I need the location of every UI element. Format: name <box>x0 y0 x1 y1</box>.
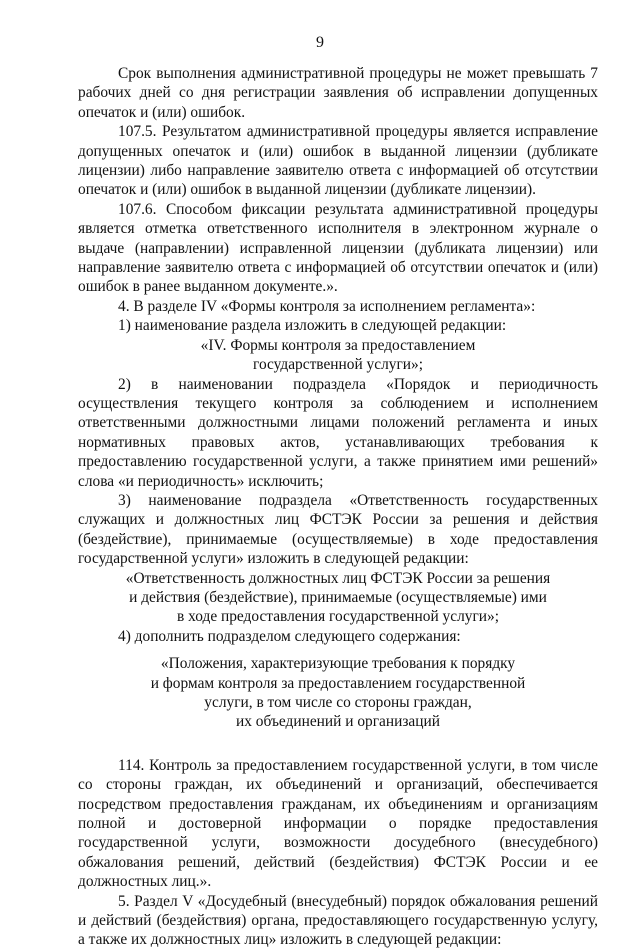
paragraph-107-5: 107.5. Результатом административной процедуры является исправление допущенных опечаток и (или) ошибок в выданной лицензии (дубликате лицензии) либо направление заявителю ответа с информацией об отсутствии опечаток и (или) ошибок в выданной лицензии (дубликате лицензии). <box>78 123 598 199</box>
paragraph-item-3: 3) наименование подраздела «Ответственность государственных служащих и должностных лиц ФСТЭК России за решения и действия (бездействие), принимаемые (осуществляемые) в ходе предоставления государственной услуги» изложить в следующей редакции: <box>78 491 598 568</box>
quoted-block-provisions <box>78 654 598 732</box>
page-number: 9 <box>316 34 324 51</box>
quoted-line: и формам контроля за предоставлением государственной <box>150 674 526 692</box>
quoted-line: «Положения, характеризующие требования к порядку <box>160 655 516 673</box>
quoted-block-section-title <box>78 336 598 375</box>
quoted-line: «Ответственность должностных лиц ФСТЭК России за решения <box>125 569 551 587</box>
quoted-line: услуги, в том числе со стороны граждан, <box>204 694 472 711</box>
paragraph-deadline: Срок выполнения административной процедуры не может превышать 7 рабочих дней со дня регистрации заявления об исправлении допущенных опечаток и (или) ошибок. <box>78 65 598 121</box>
quoted-line: «IV. Формы контроля за предоставлением <box>200 336 476 354</box>
quoted-block-responsibility <box>78 569 598 627</box>
spacer <box>78 646 598 654</box>
spacer <box>78 732 598 756</box>
document-body <box>78 64 598 950</box>
paragraph-item-1: 1) наименование раздела изложить в следующей редакции: <box>118 317 507 335</box>
quoted-line: в ходе предоставления государственной услуги»; <box>177 608 499 626</box>
paragraph-107-6: 107.6. Способом фиксации результата административной процедуры является отметка ответственного исполнителя в электронном журнале о выдаче (направлении) исправленной лицензии (дубликата лицензии) или направление заявителю ответа с информацией об отсутствии опечаток и (или) ошибок в ранее выданном документе.». <box>78 200 598 296</box>
paragraph-section-5: 5. Раздел V «Досудебный (внесудебный) порядок обжалования решений и действий (бездействия) органа, предоставляющего государственную услугу, а также их должностных лиц» изложить в следующей редакции: <box>78 892 598 949</box>
quoted-line: и действия (бездействие), принимаемые (осуществляемые) ими <box>129 588 547 606</box>
quoted-line: их объединений и организаций <box>236 713 440 731</box>
paragraph-item-4: 4) дополнить подразделом следующего содержания: <box>118 627 461 645</box>
paragraph-section-4: 4. В разделе IV «Формы контроля за исполнением регламента»: <box>118 297 536 315</box>
paragraph-114: 114. Контроль за предоставлением государственной услуги, в том числе со стороны граждан, их объединений и организаций, обеспечивается посредством предоставления гражданам, их объединениям и организациям полной и достоверной информации о порядке предоставления государственной услуги, возможности досудебного (внесудебного) обжалования решений, действий (бездействия) ФСТЭК России и ее должностных лиц.». <box>78 756 598 891</box>
paragraph-item-2: 2) в наименовании подраздела «Порядок и периодичность осуществления текущего контроля за соблюдением и исполнением ответственными должностными лицами положений регламента и иных нормативных правовых актов, устанавливающих требования к предоставлению государственной услуги, а также принятием ими решений» слова «и периодичность» исключить; <box>78 375 598 490</box>
quoted-line: государственной услуги»; <box>253 356 423 374</box>
